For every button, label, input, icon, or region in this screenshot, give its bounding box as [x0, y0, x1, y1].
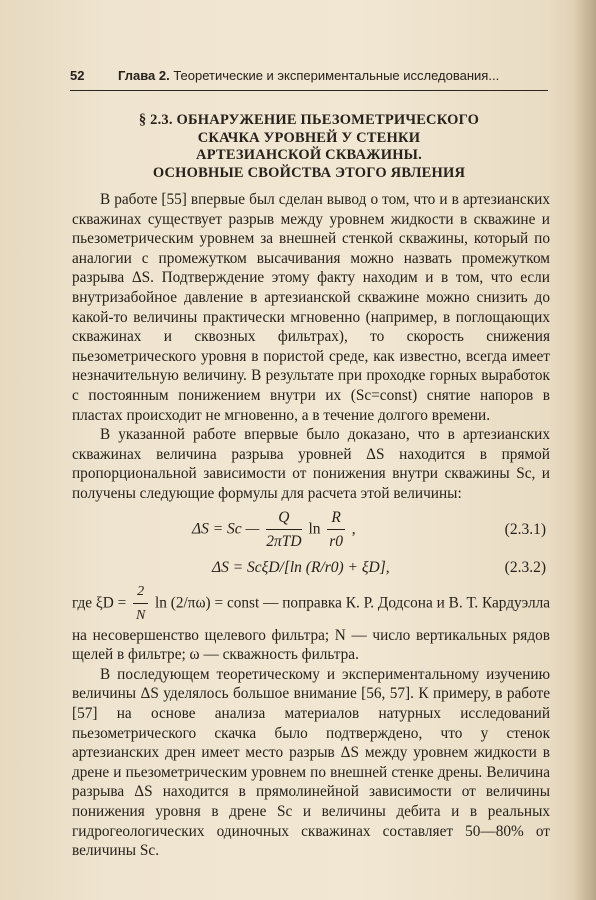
equation-tail: , [351, 520, 356, 538]
where-prefix: где ξD = [72, 594, 127, 612]
fraction-denominator: 2πTD [266, 533, 302, 551]
equation-body [192, 508, 356, 552]
section-title-line: ОСНОВНЫЕ СВОЙСТВА ЭТОГО ЯВЛЕНИЯ [152, 164, 466, 181]
equation-2-3-2 [72, 556, 550, 582]
chapter-title: Теоретические и экспериментальные исследования... [173, 68, 500, 83]
where-fraction-numerator: 2 [133, 582, 148, 605]
chapter-heading [118, 68, 499, 83]
equation-number: (2.3.2) [504, 558, 546, 576]
section-title-line: § 2.3. ОБНАРУЖЕНИЕ ПЬЕЗОМЕТРИЧЕСКОГО [138, 112, 480, 128]
paragraph-3: В последующем теоретическому и экспериментальному изучению величины ΔS уделялось большое внимание [56, 57]. К примеру, в работе [57] на основе анализа материалов натурных исследований пьезометрического скачка было подтверждено, что у стенок артезианских дрен имеет место разрыв ΔS между уровнем жидкости в дрене и пьезометрическим уровнем по внешней стенке дрены. Величина разрыва ΔS находится в прямолинейной зависимости от величины понижения уровня в дрене Sc и величины дебита и в реальных гидрогеологических одиночных скважинах составляет 50—80% от величины Sc. [72, 665, 550, 860]
fraction-denominator-2: r0 [329, 533, 343, 551]
header-rule [70, 90, 548, 91]
where-fraction-denominator: N [135, 608, 146, 624]
equation-ln: ln [308, 520, 321, 538]
paragraph-1: В работе [55] впервые был сделан вывод о том, что и в артезианских скважинах существует разрыв между уровнем жидкости в скважине и пьезометрическим уровнем за внешней стенкой скважины, который по аналогии с промежутком высачивания можно назвать промежутком разрыва ΔS. Подтверждение этому факту находим и в том, что если внутризабойное давление в артезианской скважине можно снизить до какой-то величины практически мгновенно (например, в поглощающих скважинах и сквозных фильтрах), то скорость снижения пьезометрического уровня в пористой среде, как известно, всегда имеет незначительную величину. В результате при проходке горных выработок с постоянным понижением внутри их (Sc=const) снятие напоров в пластах происходит не мгновенно, а в течение долгого времени. [72, 191, 550, 424]
page-number: 52 [70, 68, 85, 83]
section-title [70, 112, 548, 182]
fraction-numerator-2: R [327, 508, 344, 531]
where-suffix: ln (2/πω) = const — поправка К. Р. Додсона и В. Т. Кардуэлла на несовершенство щелевого фильтра; N — число вертикальных рядов щелей в фильтре; ω — скважность фильтра. [72, 594, 551, 664]
equation-lhs: ΔS = Sc — [192, 520, 260, 538]
body-text [72, 190, 550, 861]
page-edge-shadow [574, 0, 596, 900]
where-fraction [133, 582, 148, 626]
paragraph-2: В указанной работе впервые было доказано, что в артезианских скважинах величина разрыва уровней ΔS находится в прямой пропорциональной зависимости от понижения внутри скважины Sc, и получены следующие формулы для расчета этой величины: [72, 426, 550, 502]
section-title-line: СКАЧКА УРОВНЕЙ У СТЕНКИ [197, 129, 421, 146]
equation-body: ΔS = ScξD/[ln (R/r0) + ξD], [212, 558, 390, 576]
equation-fraction [266, 508, 301, 552]
equation-fraction-2 [327, 508, 344, 552]
chapter-label: Глава 2. [118, 68, 170, 83]
equation-2-3-1 [72, 504, 550, 556]
equation-number: (2.3.1) [504, 520, 546, 538]
fraction-numerator: Q [266, 508, 301, 531]
running-header [70, 68, 546, 88]
section-title-line: АРТЕЗИАНСКОЙ СКВАЖИНЫ. [196, 147, 422, 163]
where-clause [72, 582, 550, 665]
